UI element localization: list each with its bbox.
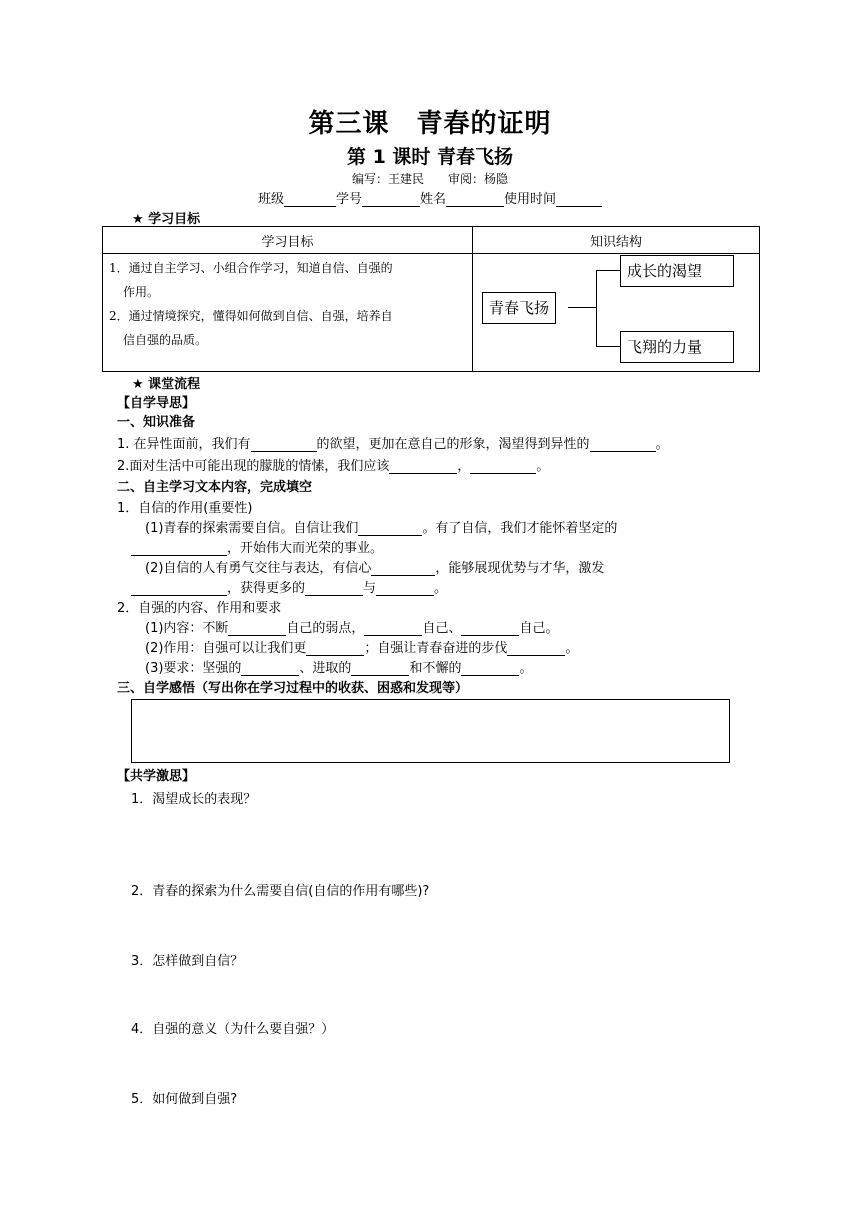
student-info-line bbox=[0, 188, 860, 207]
process-heading: ★ 课堂流程 bbox=[132, 377, 201, 392]
fill-line-6: (2)作用：自强可以让我们更 ；自强让青春奋进的步伐 。 bbox=[145, 641, 579, 656]
name-blank[interactable] bbox=[446, 192, 504, 207]
class-label: 班级 bbox=[257, 192, 284, 207]
objective-2-cont: 信自强的品质。 bbox=[123, 333, 208, 347]
question-1: 1．渴望成长的表现？ bbox=[131, 792, 257, 807]
reflection-box[interactable] bbox=[131, 699, 730, 763]
col-structure-header: 知识结构 bbox=[473, 227, 760, 254]
class-blank[interactable] bbox=[284, 192, 336, 207]
col-objectives-header: 学习目标 bbox=[103, 227, 473, 254]
prep-line-1: 1. 在异性面前，我们有 的欲望，更加在意自己的形象，渴望得到异性的 。 bbox=[117, 437, 669, 452]
connector-vertical bbox=[596, 270, 597, 346]
fill-blank-9[interactable] bbox=[461, 621, 519, 636]
page-subtitle: 第 1 课时 青春飞扬 bbox=[346, 146, 514, 168]
fill-blank-3[interactable] bbox=[371, 561, 435, 576]
objectives-heading: ★ 学习目标 bbox=[132, 212, 201, 227]
objective-2: 2．通过情境探究，懂得如何做到自信、自强，培养自 bbox=[109, 309, 393, 323]
fill-line-1: (1)青春的探索需要自信。自信让我们 。有了自信，我们才能怀着坚定的 bbox=[145, 521, 618, 536]
structure-branch-1: 成长的渴望 bbox=[620, 255, 734, 287]
fill-blank-12[interactable] bbox=[241, 661, 299, 676]
fill-blank-7[interactable] bbox=[228, 621, 286, 636]
fill-line-5: (1)内容：不断 自己的弱点， 自己、 自己。 bbox=[145, 621, 559, 636]
connector-root bbox=[568, 307, 596, 308]
fill-blank-8[interactable] bbox=[364, 621, 422, 636]
confidence-heading: 1．自信的作用(重要性) bbox=[117, 501, 253, 516]
objectives-cell bbox=[103, 254, 473, 372]
fill-blank-14[interactable] bbox=[461, 661, 519, 676]
fill-blank-6[interactable] bbox=[376, 581, 434, 596]
question-5: 5．如何做到自强? bbox=[131, 1092, 238, 1107]
cooperative-heading: 【共学激思】 bbox=[117, 769, 196, 784]
fill-line-7: (3)要求：坚强的 、进取的 和不懈的 。 bbox=[145, 661, 533, 676]
no-label: 学号 bbox=[335, 192, 362, 207]
structure-root-node: 青春飞扬 bbox=[482, 292, 556, 324]
fill-blank-4[interactable] bbox=[131, 581, 227, 596]
prep-blank-2[interactable] bbox=[590, 437, 656, 452]
objective-1: 1．通过自主学习、小组合作学习，知道自信、自强的 bbox=[109, 261, 393, 275]
page-title: 第三课 青春的证明 bbox=[308, 109, 552, 139]
fill-blank-11[interactable] bbox=[507, 641, 565, 656]
fill-blank-1[interactable] bbox=[358, 521, 422, 536]
fill-heading: 二、自主学习文本内容，完成填空 bbox=[117, 480, 313, 495]
fill-blank-10[interactable] bbox=[306, 641, 364, 656]
structure-branch-2: 飞翔的力量 bbox=[620, 331, 734, 363]
self-study-heading: 【自学导思】 bbox=[117, 396, 196, 411]
fill-blank-5[interactable] bbox=[305, 581, 363, 596]
connector-top bbox=[596, 270, 620, 271]
question-3: 3．怎样做到自信？ bbox=[131, 954, 244, 969]
objective-1-cont: 作用。 bbox=[123, 285, 160, 299]
author-line: 编写：王建民 审阅：杨隐 bbox=[351, 172, 508, 186]
connector-bottom bbox=[596, 346, 620, 347]
name-label: 姓名 bbox=[420, 192, 447, 207]
prep-blank-3[interactable] bbox=[389, 459, 457, 474]
question-2: 2．青春的探索为什么需要自信(自信的作用有哪些)? bbox=[131, 884, 430, 899]
no-blank[interactable] bbox=[362, 192, 420, 207]
reflection-heading: 三、自学感悟（写出你在学习过程中的收获、困惑和发现等） bbox=[117, 681, 469, 696]
prep-heading: 一、知识准备 bbox=[117, 415, 196, 430]
fill-line-2: ，开始伟大而光荣的事业。 bbox=[131, 537, 383, 556]
time-label: 使用时间 bbox=[504, 192, 557, 207]
prep-blank-1[interactable] bbox=[251, 437, 317, 452]
fill-blank-13[interactable] bbox=[351, 661, 409, 676]
fill-blank-2[interactable] bbox=[131, 541, 227, 556]
prep-line-2: 2.面对生活中可能出现的朦胧的情愫，我们应该 ， 。 bbox=[117, 459, 550, 474]
prep-blank-4[interactable] bbox=[470, 459, 536, 474]
fill-line-4: ，获得更多的 与 。 bbox=[131, 577, 447, 596]
fill-line-3: (2)自信的人有勇气交往与表达，有信心 ，能够展现优势与才华，激发 bbox=[145, 561, 605, 576]
question-4: 4．自强的意义（为什么要自强？） bbox=[131, 1022, 335, 1037]
time-blank[interactable] bbox=[556, 192, 602, 207]
self-reliance-heading: 2．自强的内容、作用和要求 bbox=[117, 601, 282, 616]
